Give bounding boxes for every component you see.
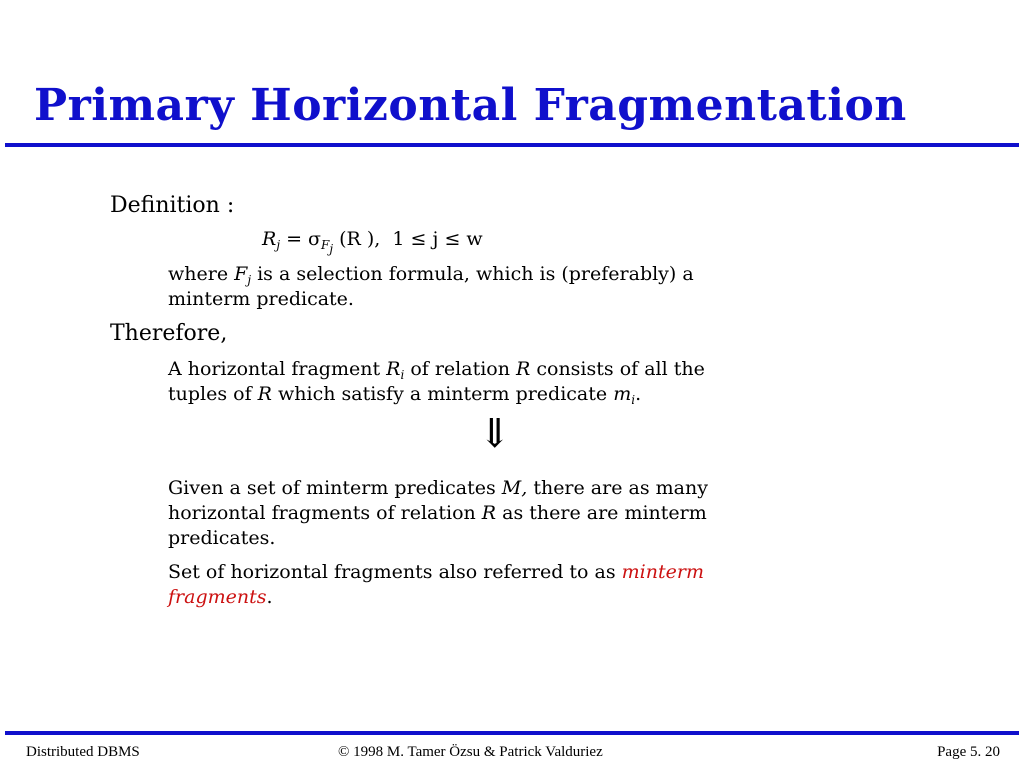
frag-var-1: R: [386, 358, 401, 380]
formula-range: 1 ≤ j ≤ w: [392, 228, 483, 250]
given-line-1: [168, 476, 708, 501]
where-text-b: is a selection formula, which is (preferably) a: [251, 263, 694, 285]
formula-lhs-sub: j: [276, 238, 281, 252]
given-line-3: predicates.: [168, 527, 276, 549]
implies-arrow-icon: ⇓: [478, 411, 512, 457]
frag-text-e: which satisfy a minterm predicate: [271, 383, 614, 405]
footer-divider: [5, 731, 1019, 735]
frag-text-f: .: [635, 383, 642, 405]
definition-label: Definition :: [110, 193, 235, 218]
frag-text-d: tuples of: [168, 383, 258, 405]
where-var: F: [234, 263, 248, 285]
where-line-2: minterm predicate.: [168, 288, 354, 310]
therefore-label: Therefore,: [110, 321, 228, 346]
footer-copyright: © 1998 M. Tamer Özsu & Patrick Valduriez: [338, 744, 603, 760]
definition-formula: [262, 228, 483, 256]
given-text-d: as there are minterm: [496, 502, 707, 524]
frag-var-4: m: [613, 383, 632, 405]
set-line-2: [168, 585, 273, 610]
footer-page-number: Page 5. 20: [937, 744, 1000, 760]
formula-lhs: R: [262, 228, 277, 250]
given-var: M,: [501, 477, 528, 499]
frag-text-a: A horizontal fragment: [168, 358, 387, 380]
footer-course: Distributed DBMS: [26, 744, 140, 760]
given-text-b: there are as many: [527, 477, 708, 499]
frag-var-4-sub: i: [631, 393, 636, 407]
given-line-2: [168, 501, 707, 526]
set-line-1: [168, 560, 704, 585]
formula-sigma-sub-sub: j: [329, 242, 334, 256]
fragments-term: fragments: [168, 586, 267, 608]
set-text-end: .: [266, 586, 273, 608]
frag-var-3: R: [257, 383, 272, 405]
where-text-a: where: [168, 263, 235, 285]
formula-equals-sigma: = σ: [280, 228, 322, 250]
given-var-2: R: [481, 502, 497, 524]
frag-var-2: R: [516, 358, 531, 380]
frag-text-c: consists of all the: [530, 358, 705, 380]
frag-var-1-sub: i: [400, 368, 405, 382]
frag-text-b: of relation: [404, 358, 517, 380]
slide-title: Primary Horizontal Fragmentation: [34, 80, 907, 131]
title-divider: [5, 143, 1019, 147]
where-var-sub: j: [247, 273, 252, 287]
formula-sigma-sub: F: [321, 238, 330, 252]
formula-arg: (R ),: [333, 228, 381, 250]
set-text-a: Set of horizontal fragments also referred to as: [168, 561, 622, 583]
minterm-term: minterm: [621, 561, 704, 583]
given-text-c: horizontal fragments of relation: [168, 502, 482, 524]
given-text-a: Given a set of minterm predicates: [168, 477, 502, 499]
fragment-line-2: [168, 382, 641, 413]
